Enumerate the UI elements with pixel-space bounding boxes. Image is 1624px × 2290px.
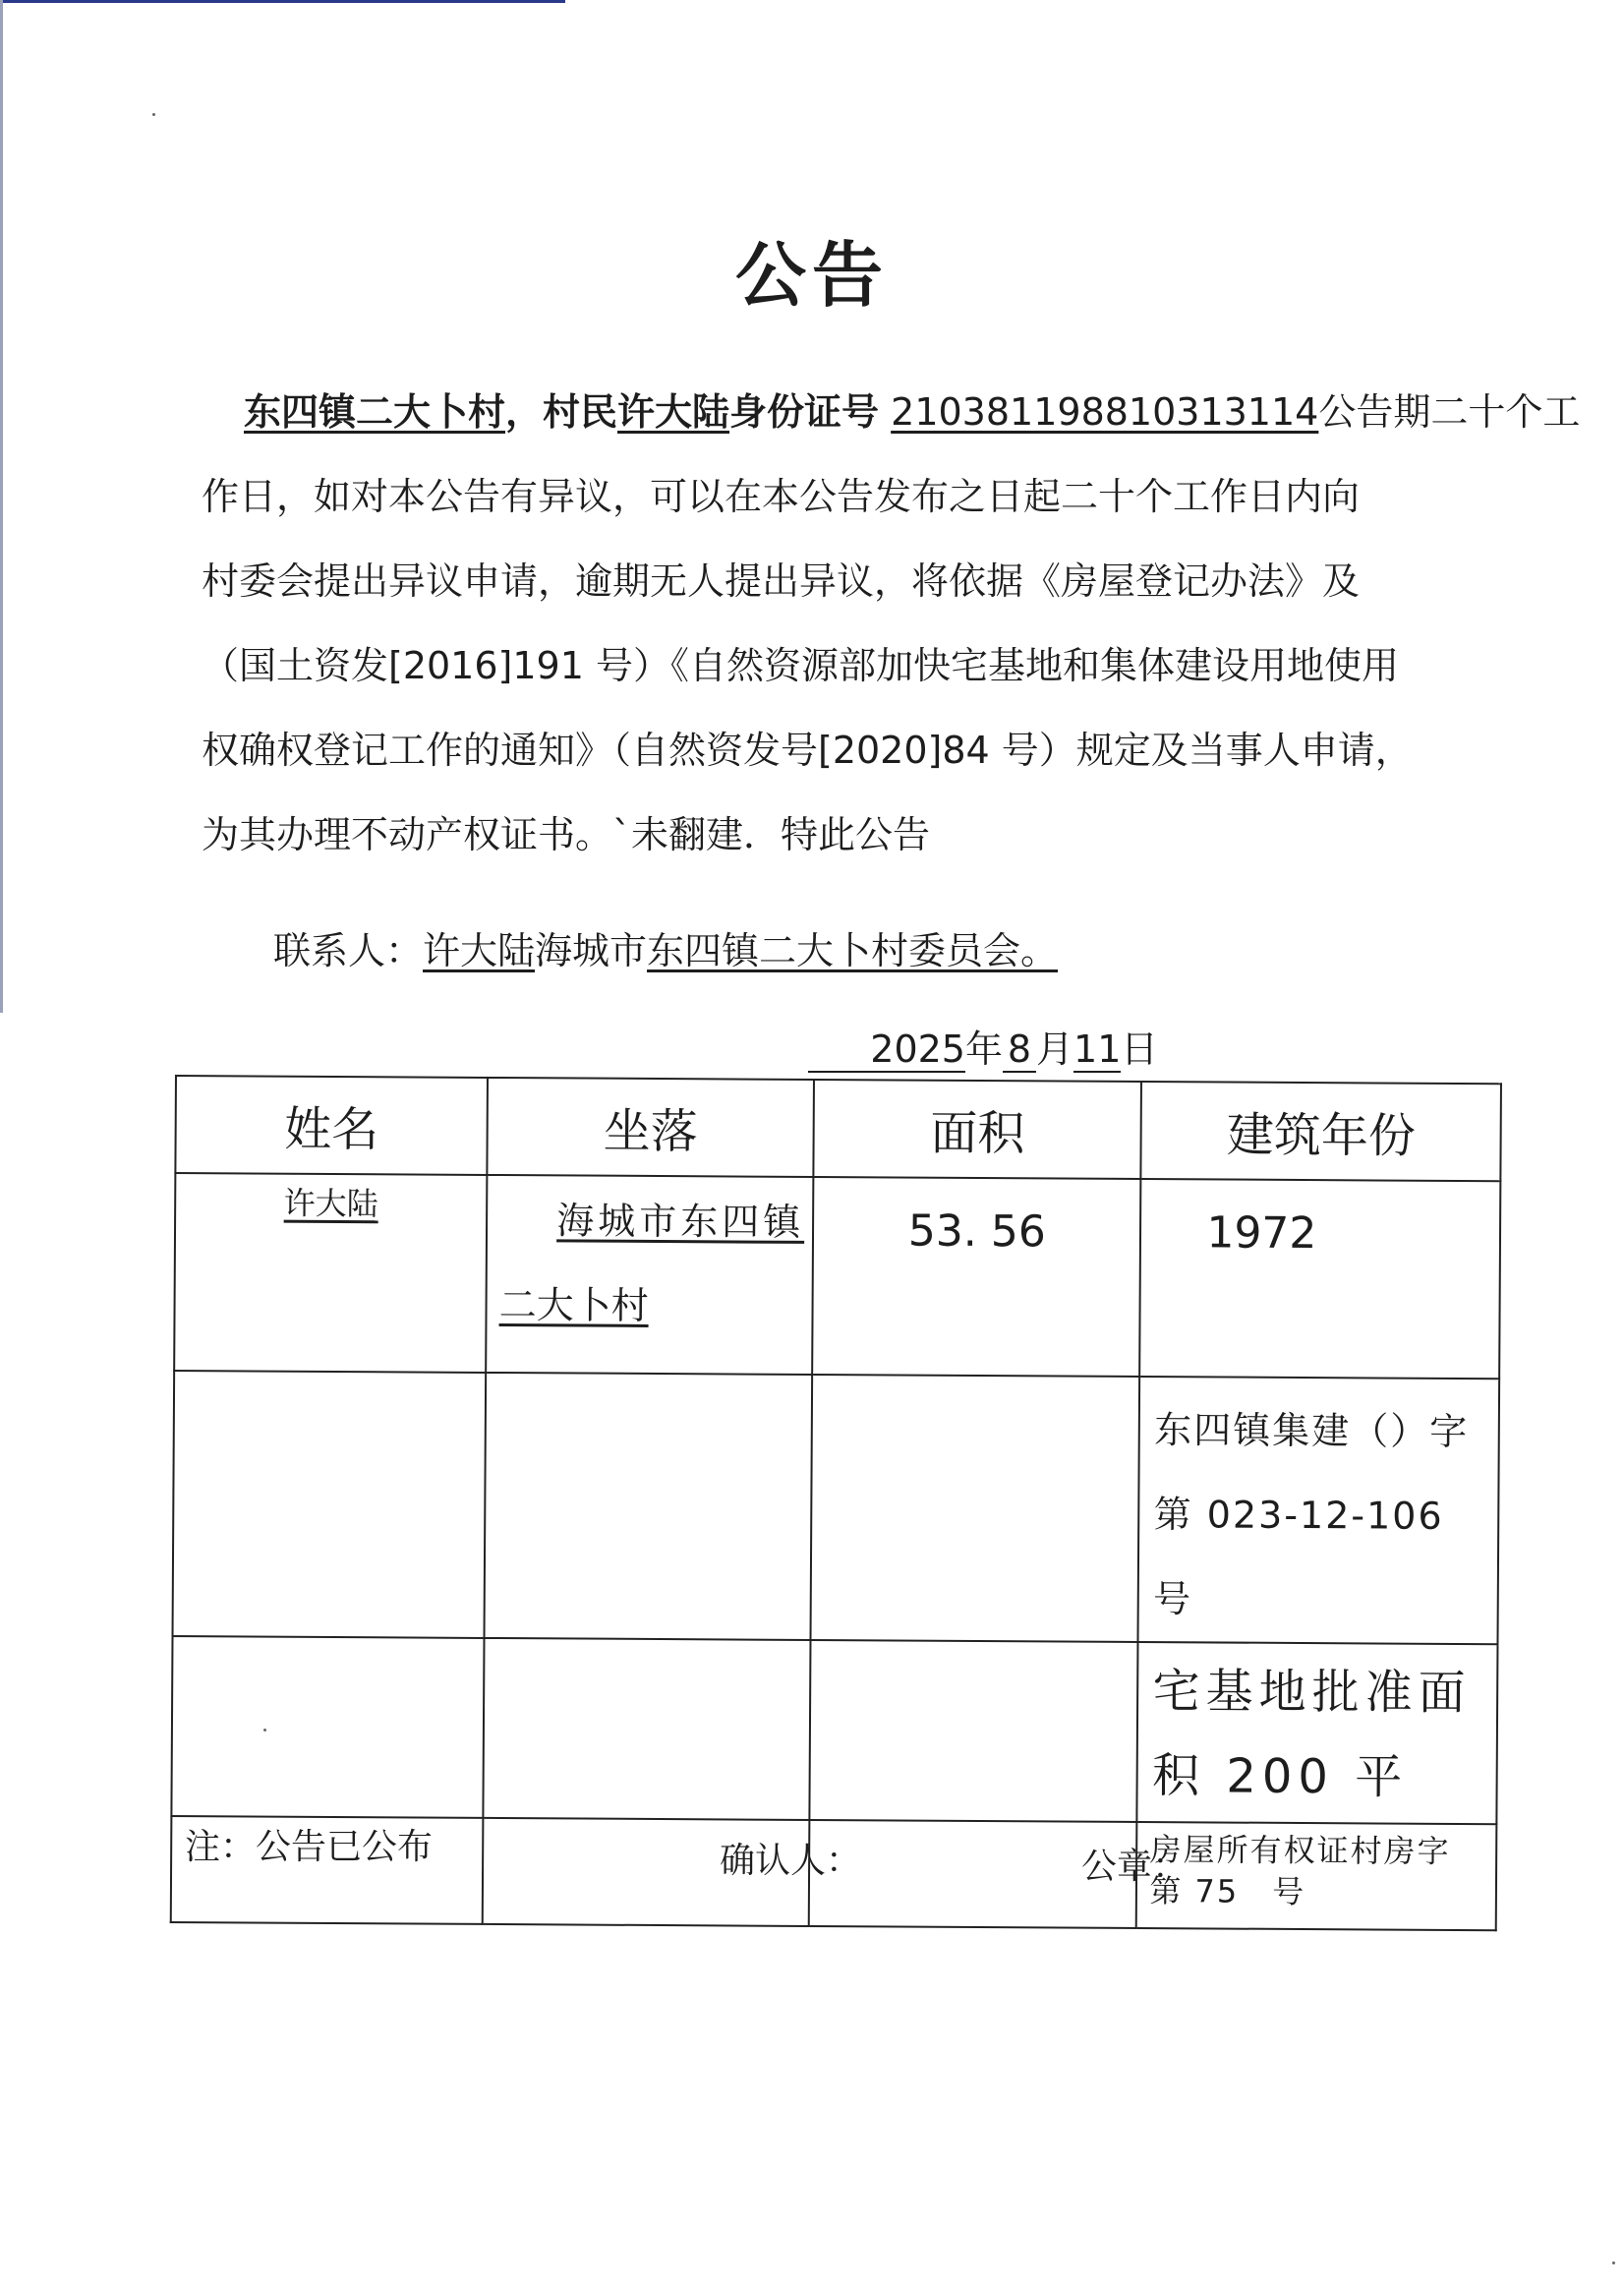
- body-line-3: 村委会提出异议申请，逾期无人提出异议，将依据《房屋登记办法》及: [202, 559, 1361, 603]
- footer-seal: 公章：: [1081, 1847, 1189, 1887]
- footer-confirm: 确认人：: [720, 1841, 862, 1881]
- cell-empty: [810, 1640, 1138, 1822]
- contact-org: 东四镇二大卜村委员会。: [647, 929, 1059, 972]
- table-row: [174, 1173, 1500, 1379]
- id-number: 210381198810313114: [891, 390, 1319, 434]
- cell-empty: [483, 1638, 810, 1820]
- header-build-year: 建筑年份: [1141, 1082, 1501, 1181]
- villager-name: 许大陆: [617, 390, 730, 434]
- table-row: [171, 1636, 1497, 1824]
- notice-title: 公告: [734, 234, 889, 317]
- date-day: 11: [1073, 1028, 1122, 1071]
- approve-line-2: 积 200 平: [1151, 1748, 1409, 1805]
- villager-label: ，村民: [505, 390, 618, 434]
- approve-line-1: 宅基地批准面: [1152, 1664, 1472, 1722]
- contact-city: 海城市: [535, 929, 648, 972]
- village-name: 东四镇二大卜村: [244, 390, 506, 434]
- body-line-5: 权确权登记工作的通知》（自然资发号[2020]84 号）规定及当事人申请，: [202, 729, 1413, 772]
- date-year-unit: 年: [965, 1028, 1004, 1071]
- cell-location: [486, 1175, 813, 1375]
- cert-line-2: 第 023-12-106 号: [1153, 1493, 1444, 1621]
- header-location: 坐落: [487, 1078, 814, 1177]
- location-line-2: 二大卜村: [498, 1283, 649, 1327]
- contact-line: [273, 920, 1058, 974]
- cell-empty: [485, 1373, 813, 1640]
- table-header-row: [175, 1076, 1501, 1181]
- body-line-1: [244, 370, 1580, 454]
- contact-label: 联系人：: [273, 929, 424, 972]
- house-line-2: 第 75 号: [1149, 1872, 1306, 1911]
- date-year: 2025: [808, 1028, 965, 1073]
- scan-edge-top: [0, 0, 565, 3]
- date-day-unit: 日: [1121, 1028, 1159, 1071]
- record-table: [170, 1075, 1502, 1931]
- scan-speck: [1612, 2261, 1615, 2264]
- cell-empty: [171, 1636, 484, 1818]
- scan-edge-left: [0, 0, 3, 1013]
- house-line-1: 房屋所有权证村房字: [1149, 1831, 1451, 1870]
- cell-build-year: 1972: [1140, 1179, 1501, 1379]
- cell-name: [174, 1173, 487, 1373]
- notice-date: [808, 1019, 1158, 1073]
- line1-tail: 公告期二十个工: [1318, 390, 1581, 434]
- header-name: 姓名: [175, 1076, 488, 1175]
- id-label: 身份证号: [729, 390, 880, 434]
- cert-line-1: 东四镇集建（）字: [1154, 1408, 1470, 1454]
- scan-speck: [263, 1729, 266, 1732]
- body-line-2: 作日，如对本公告有异议，可以在本公告发布之日起二十个工作日内向: [202, 475, 1361, 518]
- date-month-unit: 月: [1036, 1028, 1074, 1071]
- header-area: 面积: [814, 1080, 1142, 1179]
- table-row: [173, 1371, 1500, 1644]
- owner-name: 许大陆: [283, 1184, 378, 1223]
- cell-house-cert: [1136, 1822, 1496, 1930]
- cell-empty: [811, 1375, 1140, 1642]
- footer-note: 注：公告已公布: [185, 1827, 434, 1867]
- cell-area: 53. 56: [812, 1177, 1140, 1377]
- contact-name: 许大陆: [423, 929, 536, 972]
- cell-empty: [173, 1371, 487, 1638]
- scan-speck: [152, 113, 155, 116]
- body-line-6: 为其办理不动产权证书。`未翻建．特此公告: [202, 813, 931, 856]
- cell-approved-area: [1137, 1642, 1498, 1824]
- cell-collective-cert: [1138, 1377, 1499, 1644]
- location-line-1: 海城市东四镇: [556, 1199, 805, 1244]
- date-month: 8: [1003, 1028, 1036, 1073]
- body-line-4: （国土资发[2016]191 号）《自然资源部加快宅基地和集体建设用地使用: [202, 644, 1399, 687]
